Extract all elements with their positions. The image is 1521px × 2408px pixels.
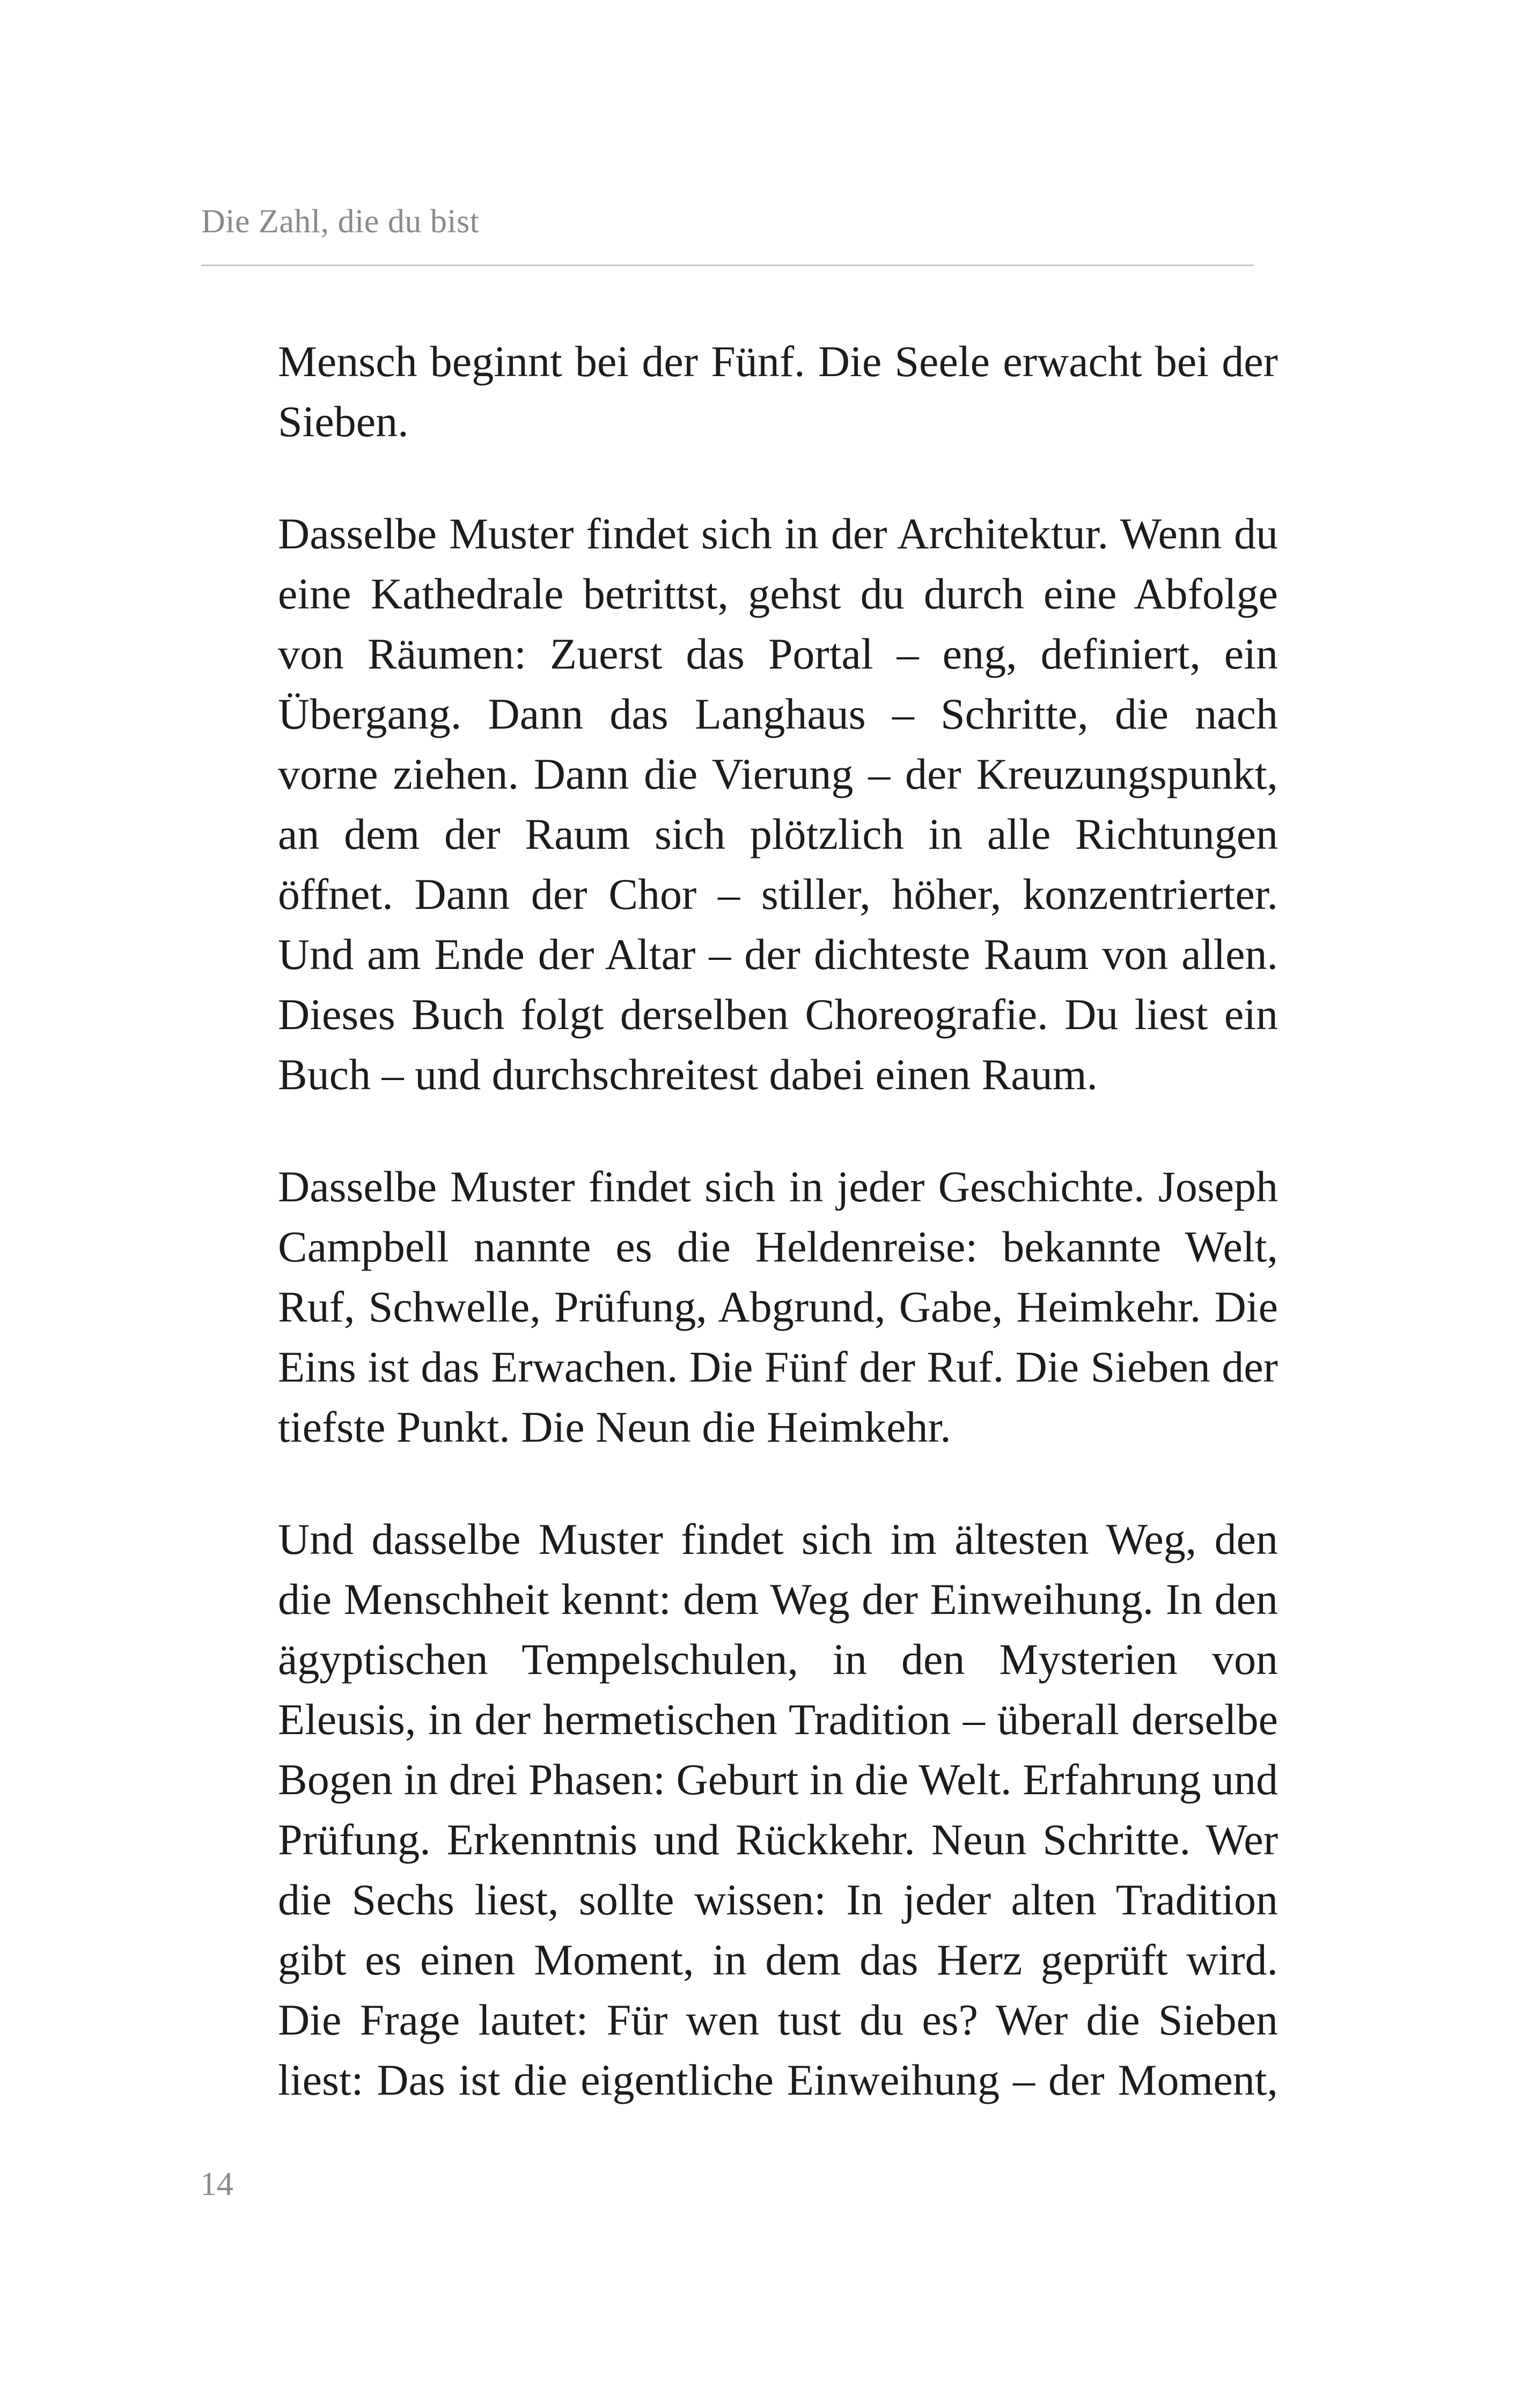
page-number: 14 bbox=[200, 2166, 233, 2203]
paragraph-3: Dasselbe Muster findet sich in jeder Geschichte. Joseph Campbell nannte es die Heldenreise: bekannte Welt, Ruf, Schwelle, Prüfung, Abgrund, Gabe, Heimkehr. Die Eins ist das Erwachen. Die Fünf der Ruf. Die Sieben der tiefste Punkt. Die Neun die Heimkehr. bbox=[278, 1162, 1278, 1451]
paragraph-1: Mensch beginnt bei der Fünf. Die Seele erwacht bei der Sieben. bbox=[278, 337, 1278, 446]
running-title: Die Zahl, die du bist bbox=[201, 203, 480, 240]
body-text bbox=[278, 332, 1278, 2110]
running-header bbox=[201, 205, 1254, 266]
paragraph-2: Dasselbe Muster findet sich in der Architektur. Wenn du eine Kathedrale betrittst, gehst du durch eine Abfolge von Räumen: Zuerst das Portal – eng, definiert, ein Übergang. Dann das Langhaus – Schritte, die nach vorne ziehen. Dann die Vierung – der Kreuzungspunkt, an dem der Raum sich plötzlich in alle Richtungen öffnet. Dann der Chor – stiller, höher, konzentrierter. Und am Ende der Altar – der dichteste Raum von allen. Dieses Buch folgt derselben Choreografie. Du liest ein Buch – und durchschreitest dabei einen Raum. bbox=[278, 509, 1278, 1099]
paragraph-4: Und dasselbe Muster findet sich im ältesten Weg, den die Menschheit kennt: dem Weg der Einweihung. In den ägyptischen Tempelschulen, in den Mysterien von Eleusis, in der hermetischen Tradition – überall derselbe Bogen in drei Phasen: Geburt in die Welt. Erfahrung und Prüfung. Erkenntnis und Rückkehr. Neun Schritte. Wer die Sechs liest, sollte wissen: In jeder alten Tradition gibt es einen Moment, in dem das Herz geprüft wird. Die Frage lautet: Für wen tust du es? Wer die Sieben liest: Das ist die eigentliche Einweihung – der Moment, bbox=[278, 1515, 1278, 2104]
